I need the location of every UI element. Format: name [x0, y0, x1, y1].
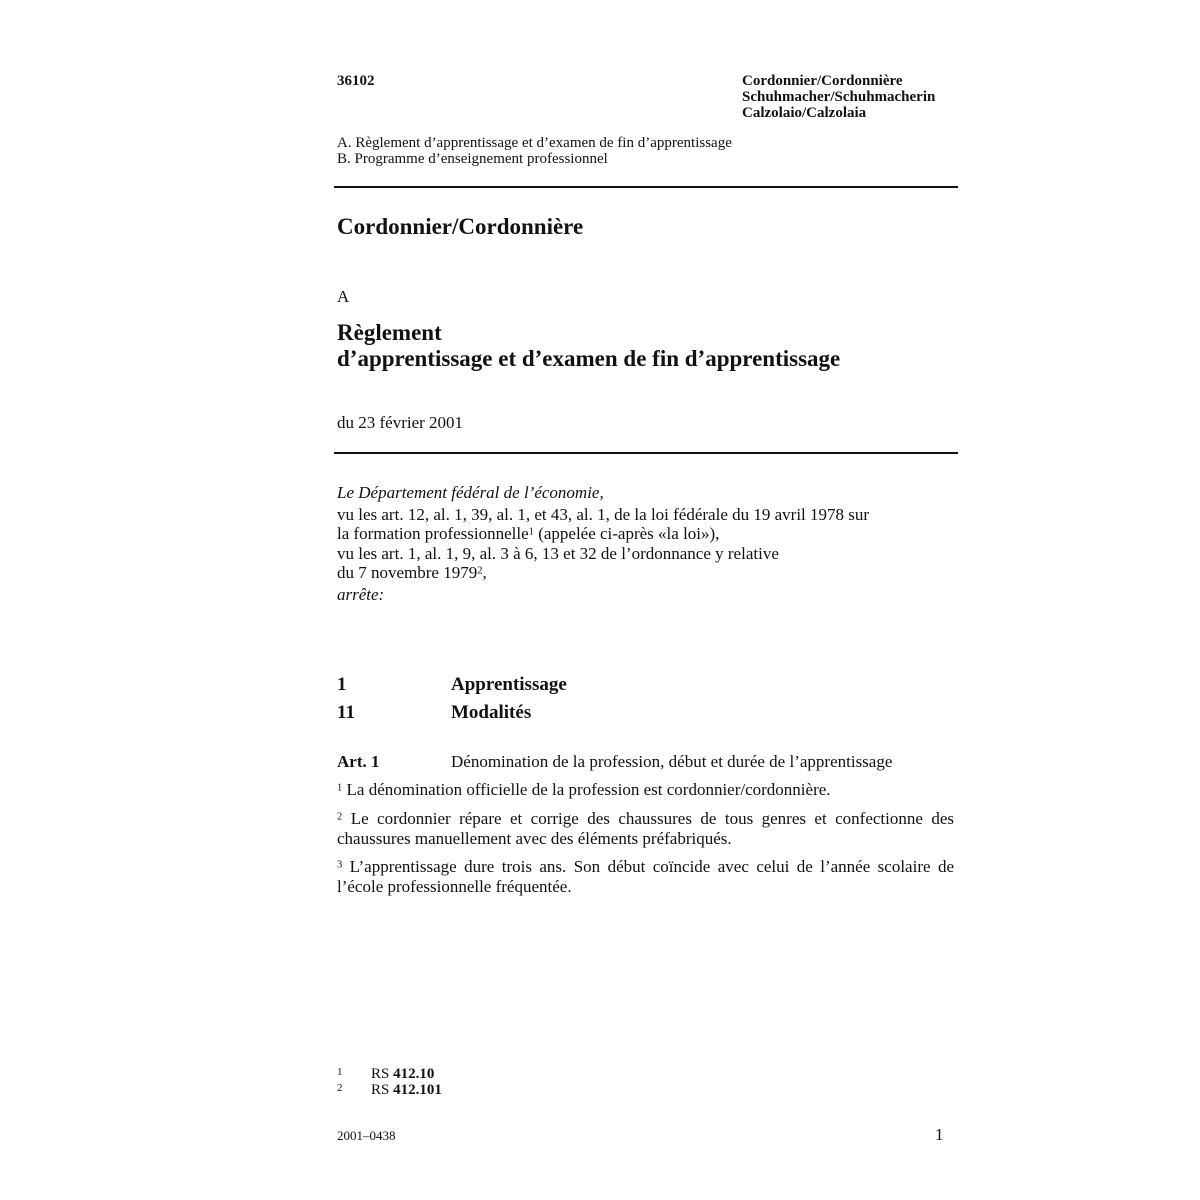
subtitle-a: A. Règlement d’apprentissage et d’examen de fin d’apprentissage — [337, 135, 732, 151]
main-title: Cordonnier/Cordonnière — [337, 214, 584, 239]
subsection-number: 11 — [337, 702, 355, 723]
paragraph-text: Le cordonnier répare et corrige des chaussures de tous genres et confectionne des chaussures manuellement avec des éléments préfabriqués. — [337, 809, 954, 848]
paragraph-number: 3 — [337, 859, 343, 871]
preamble-line: vu les art. 12, al. 1, 39, al. 1, et 43, al. 1, de la loi fédérale du 19 avril 1978 sur — [337, 504, 870, 524]
preamble-line: vu les art. 1, al. 1, 9, al. 3 à 6, 13 et 32 de l’ordonnance y relative — [337, 543, 779, 563]
document-code: 2001–0438 — [337, 1128, 396, 1143]
part-letter: A — [337, 287, 350, 306]
footnote — [337, 1065, 434, 1082]
article-paragraph — [337, 809, 954, 848]
preamble-text: du 7 novembre 1979 — [337, 563, 478, 582]
article-label: Art. 1 — [337, 752, 380, 771]
preamble-text: , — [482, 563, 487, 582]
article-paragraph — [337, 857, 954, 896]
preamble-authority: Le Département fédéral de l’économie, — [337, 483, 604, 502]
preamble-line — [337, 563, 957, 583]
horizontal-divider — [334, 186, 958, 188]
header-title-it: Calzolaio/Calzolaia — [742, 105, 867, 121]
horizontal-divider — [334, 452, 958, 454]
reglement-title — [337, 320, 840, 372]
header-subtitles — [337, 135, 732, 167]
preamble-text: la formation professionnelle — [337, 524, 529, 543]
footnote-number: 1 — [337, 1066, 343, 1078]
section-title: Apprentissage — [451, 674, 567, 695]
paragraph-text: La dénomination officielle de la profession est cordonnier/cordonnière. — [342, 780, 831, 799]
preamble-line — [337, 524, 957, 544]
footnote-reference: 1 — [528, 526, 534, 538]
footnote-reference: 2 — [477, 565, 483, 577]
subsection-title: Modalités — [451, 702, 532, 723]
reglement-title-line2: d’apprentissage et d’examen de fin d’apprentissage — [337, 346, 841, 371]
footnote — [337, 1081, 442, 1098]
document-date: du 23 février 2001 — [337, 413, 464, 432]
footnote-reference-code: 412.101 — [393, 1082, 442, 1098]
section-number: 1 — [337, 674, 347, 695]
page-number: 1 — [935, 1125, 944, 1144]
paragraph-number: 2 — [337, 811, 343, 823]
header-titles — [742, 73, 935, 121]
paragraph-text: L’apprentissage dure trois ans. Son début coïncide avec celui de l’année scolaire de l’école professionnelle fréquentée. — [337, 857, 954, 896]
header-title-de: Schuhmacher/Schuhmacherin — [742, 89, 936, 105]
header-title-fr: Cordonnier/Cordonnière — [742, 73, 903, 89]
footnote-prefix: RS — [371, 1066, 394, 1082]
paragraph-number: 1 — [337, 782, 343, 794]
article-title: Dénomination de la profession, début et durée de l’apprentissage — [451, 752, 893, 771]
preamble-decree: arrête: — [337, 584, 385, 604]
footnote-prefix: RS — [371, 1082, 394, 1098]
article-paragraph — [337, 780, 954, 800]
reglement-title-line1: Règlement — [337, 320, 442, 345]
preamble — [337, 483, 957, 604]
footnote-reference-code: 412.10 — [393, 1066, 435, 1082]
subtitle-b: B. Programme d’enseignement professionnel — [337, 151, 608, 167]
preamble-text: (appelée ci-après «la loi»), — [533, 524, 720, 543]
footnote-number: 2 — [337, 1082, 343, 1094]
document-number: 36102 — [337, 73, 375, 89]
